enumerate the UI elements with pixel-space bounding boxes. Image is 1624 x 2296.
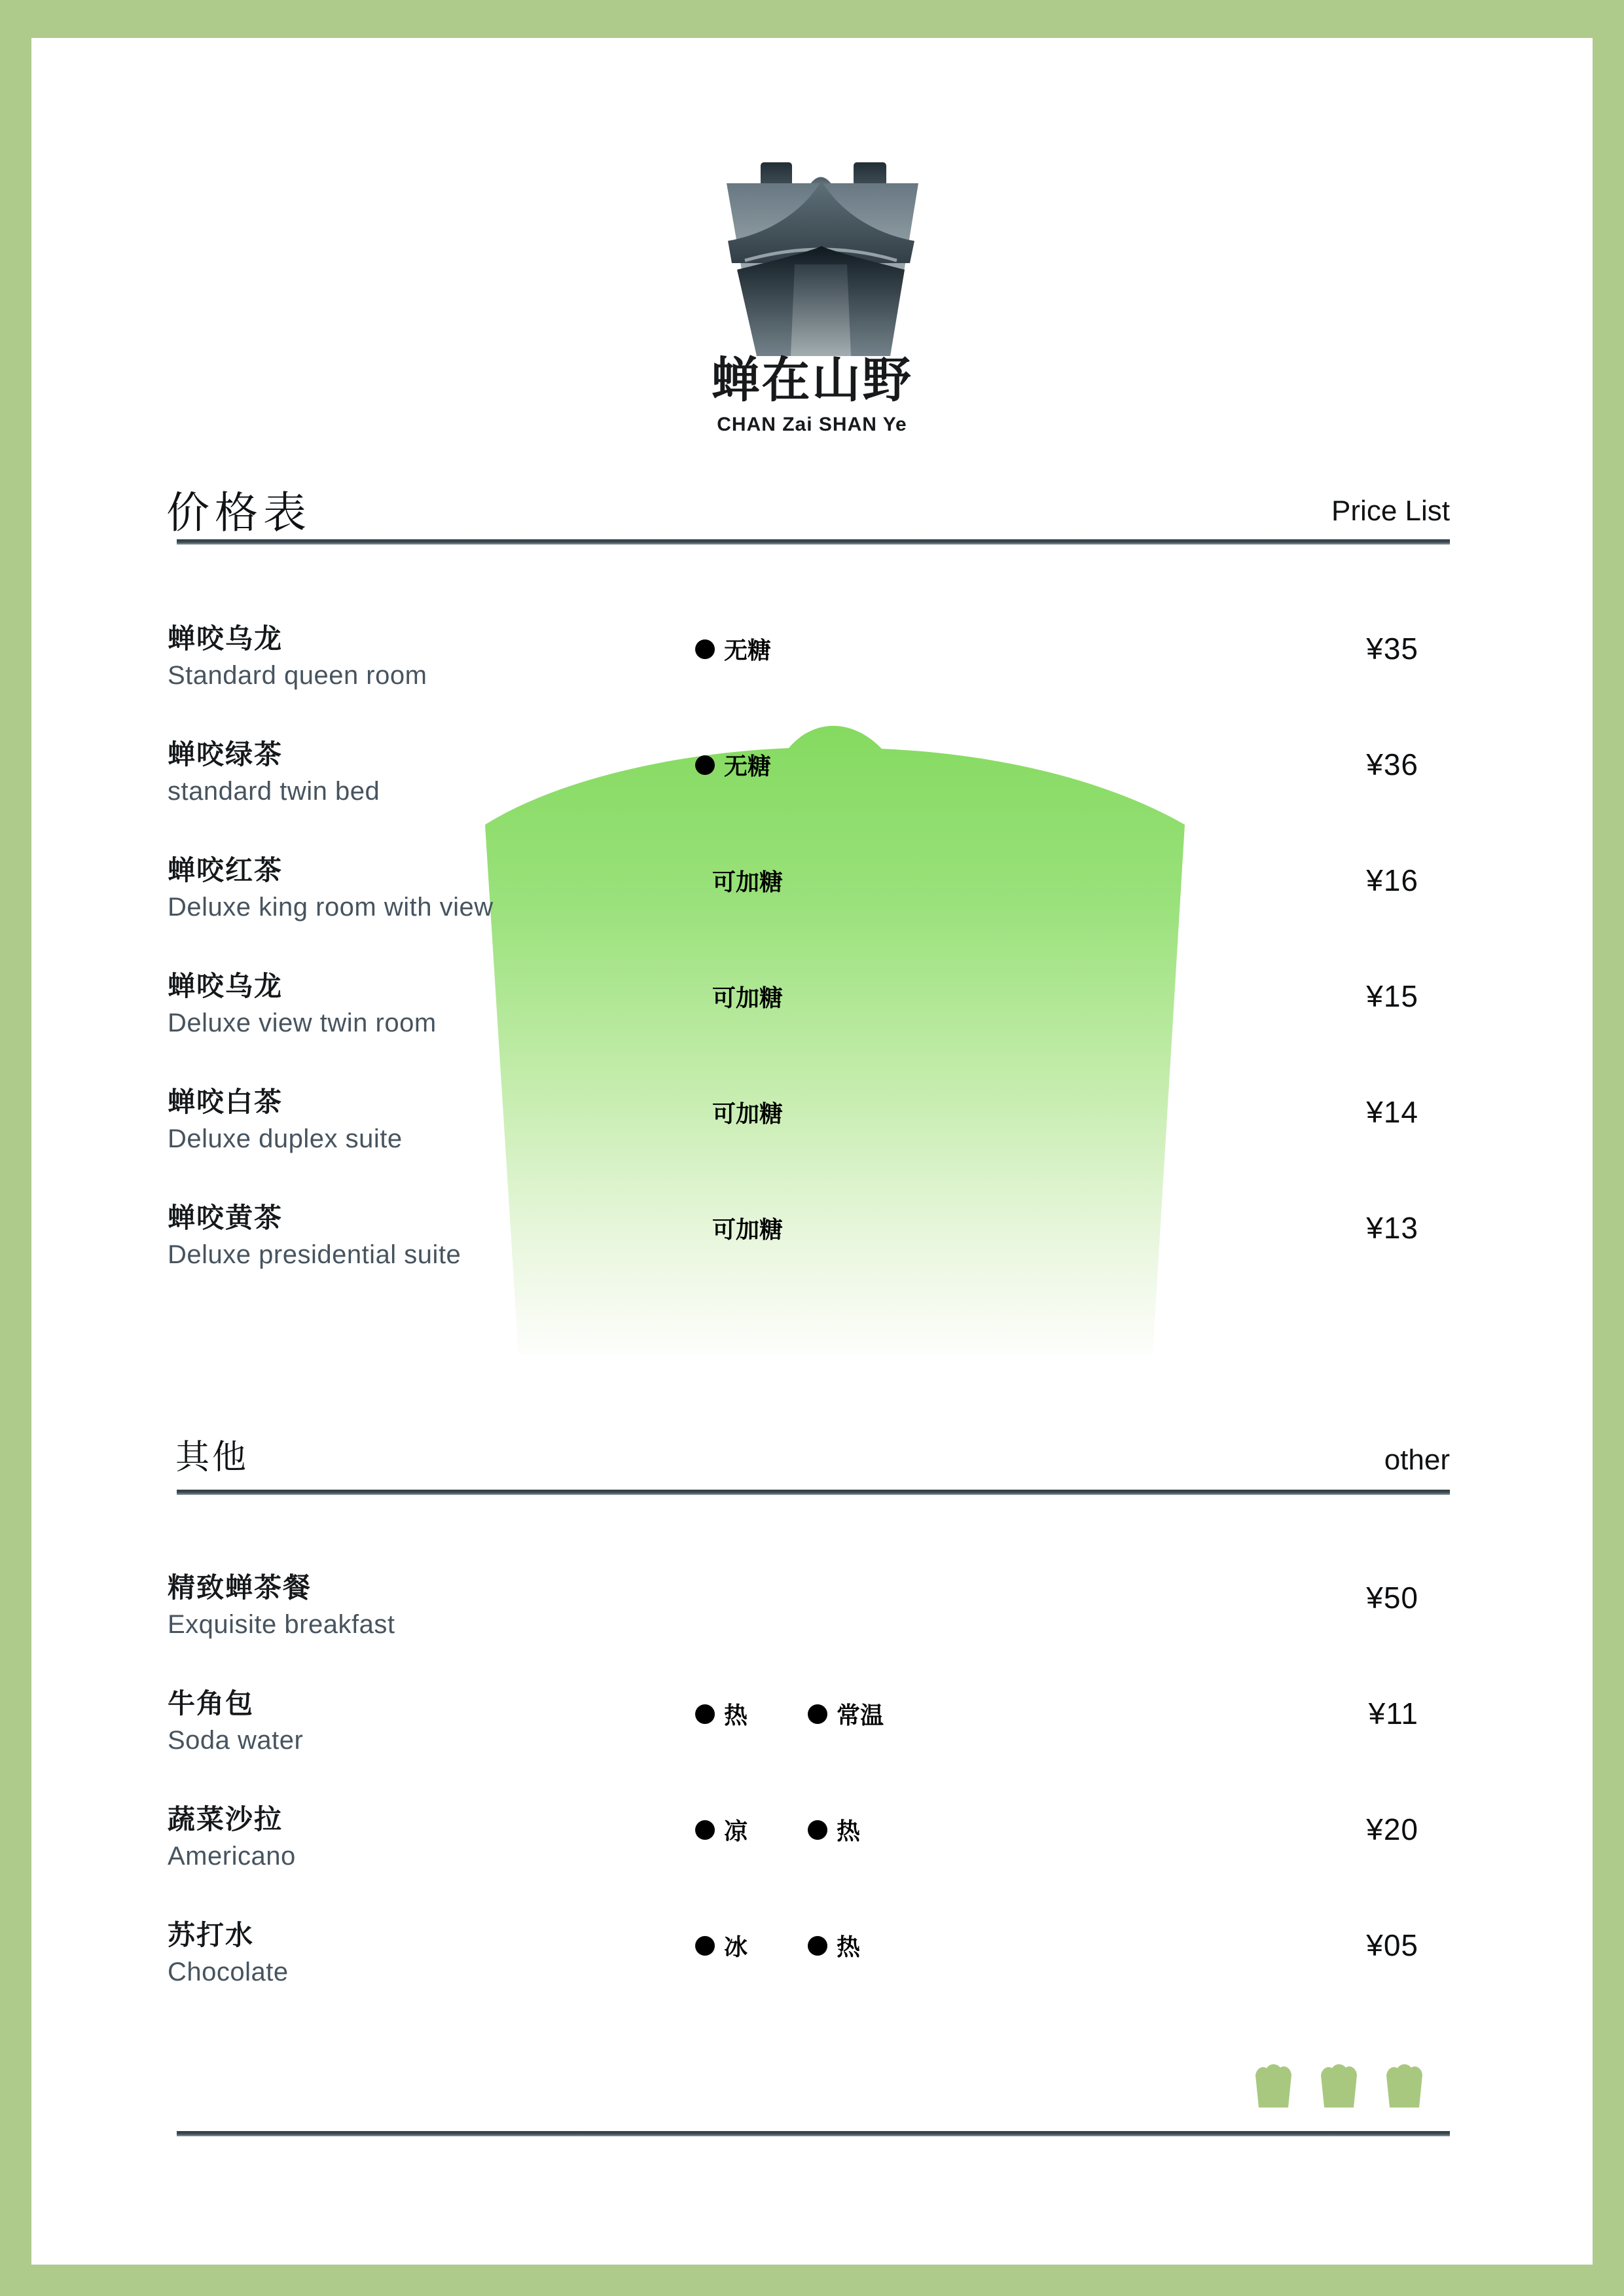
item-name-cn: 蝉咬绿茶: [168, 739, 283, 770]
item-name-en: Exquisite breakfast: [168, 1610, 395, 1639]
option-label: 可加糖: [712, 1216, 784, 1243]
option-tag: [712, 1096, 783, 1129]
item-price: ¥14: [1366, 1095, 1418, 1129]
option-label: 可加糖: [712, 869, 784, 895]
section-title-other-en: other: [1384, 1444, 1450, 1476]
cup-icon: [1382, 2062, 1426, 2109]
other-rows: [158, 1571, 1450, 2034]
brand-name-en: CHAN Zai SHAN Ye: [717, 414, 907, 435]
item-price: ¥36: [1366, 747, 1418, 781]
item-tags: [695, 1096, 783, 1129]
option-tag: [808, 1929, 860, 1962]
option-tag: [712, 980, 783, 1013]
section-title-price-list-en: Price List: [1331, 495, 1450, 527]
brand-name-cn: 蝉在山野: [711, 353, 913, 407]
section-divider: [177, 539, 1450, 545]
item-name-cn: 蝉咬红茶: [168, 855, 283, 886]
menu-item-row: [158, 1687, 1450, 1803]
item-tags: [695, 748, 771, 781]
option-label: 可加糖: [712, 1100, 784, 1127]
item-name-en: Deluxe view twin room: [168, 1009, 437, 1037]
section-title-other-cn: 其他: [175, 1439, 249, 1477]
item-price: ¥13: [1366, 1211, 1418, 1245]
option-dot-icon: [695, 639, 715, 659]
option-dot-icon: [695, 1936, 715, 1956]
option-label: 可加糖: [712, 984, 784, 1011]
menu-item-row: [158, 969, 1450, 1085]
item-price: ¥05: [1366, 1928, 1418, 1962]
section-divider: [177, 1490, 1450, 1495]
item-name-en: Standard queen room: [168, 661, 427, 690]
item-name-cn: 精致蝉茶餐: [168, 1572, 312, 1603]
option-dot-icon: [695, 1820, 715, 1840]
menu-item-row: [158, 622, 1450, 738]
bottom-cups-decoration: [1252, 2062, 1426, 2109]
option-dot-icon: [808, 1936, 827, 1956]
option-dot-icon: [808, 1820, 827, 1840]
section-title-price-list-cn: 价格表: [166, 488, 312, 537]
option-label: 无糖: [724, 753, 772, 780]
item-name-en: Deluxe king room with view: [168, 893, 494, 922]
option-label: 热: [837, 1933, 861, 1960]
item-name-en: Chocolate: [168, 1958, 289, 1986]
menu-item-row: [158, 1571, 1450, 1687]
item-tags: [695, 1697, 884, 1731]
footer-divider: [177, 2131, 1450, 2136]
cup-icon: [1252, 2062, 1295, 2109]
cup-icon: [1317, 2062, 1360, 2109]
option-tag: [695, 1929, 748, 1962]
item-tags: [695, 864, 783, 897]
item-name-cn: 牛角包: [168, 1688, 255, 1719]
item-tags: [695, 980, 783, 1013]
item-tags: [695, 1211, 783, 1245]
item-name-en: Americano: [168, 1842, 296, 1871]
option-tag: [695, 632, 771, 666]
option-tag: [808, 1813, 860, 1846]
menu-item-row: [158, 738, 1450, 853]
option-label: 凉: [724, 1818, 748, 1844]
item-price: ¥15: [1366, 979, 1418, 1013]
item-tags: [695, 1929, 860, 1962]
option-dot-icon: [695, 755, 715, 775]
option-tag: [712, 864, 783, 897]
option-tag: [695, 1697, 748, 1731]
brand-logo-cup-icon: [719, 161, 920, 360]
item-price: ¥20: [1366, 1812, 1418, 1846]
item-name-cn: 蝉咬乌龙: [168, 623, 283, 654]
option-label: 冰: [724, 1933, 748, 1960]
item-name-cn: 蝉咬白茶: [168, 1086, 283, 1117]
item-price: ¥16: [1366, 863, 1418, 897]
menu-item-row: [158, 1201, 1450, 1317]
item-name-cn: 蝉咬乌龙: [168, 971, 283, 1001]
item-price: ¥50: [1366, 1581, 1418, 1615]
item-price: ¥11: [1368, 1696, 1418, 1731]
option-label: 热: [724, 1702, 748, 1729]
price-list-rows: [158, 622, 1450, 1317]
item-tags: [695, 632, 771, 666]
menu-item-row: [158, 1918, 1450, 2034]
item-name-en: Deluxe presidential suite: [168, 1240, 461, 1269]
option-label: 无糖: [724, 637, 772, 664]
item-name-en: standard twin bed: [168, 777, 380, 806]
item-name-cn: 苏打水: [168, 1920, 255, 1950]
menu-item-row: [158, 853, 1450, 969]
item-name-cn: 蝉咬黄茶: [168, 1202, 283, 1233]
item-name-cn: 蔬菜沙拉: [168, 1804, 283, 1835]
option-tag: [695, 1813, 748, 1846]
option-label: 常温: [837, 1702, 884, 1729]
item-name-en: Deluxe duplex suite: [168, 1124, 403, 1153]
item-name-en: Soda water: [168, 1726, 304, 1755]
option-tag: [695, 748, 771, 781]
option-tag: [808, 1697, 884, 1731]
menu-item-row: [158, 1085, 1450, 1201]
menu-item-row: [158, 1803, 1450, 1918]
option-dot-icon: [695, 1704, 715, 1724]
item-price: ¥35: [1366, 632, 1418, 666]
option-label: 热: [837, 1818, 861, 1844]
option-tag: [712, 1211, 783, 1245]
item-tags: [695, 1813, 860, 1846]
option-dot-icon: [808, 1704, 827, 1724]
